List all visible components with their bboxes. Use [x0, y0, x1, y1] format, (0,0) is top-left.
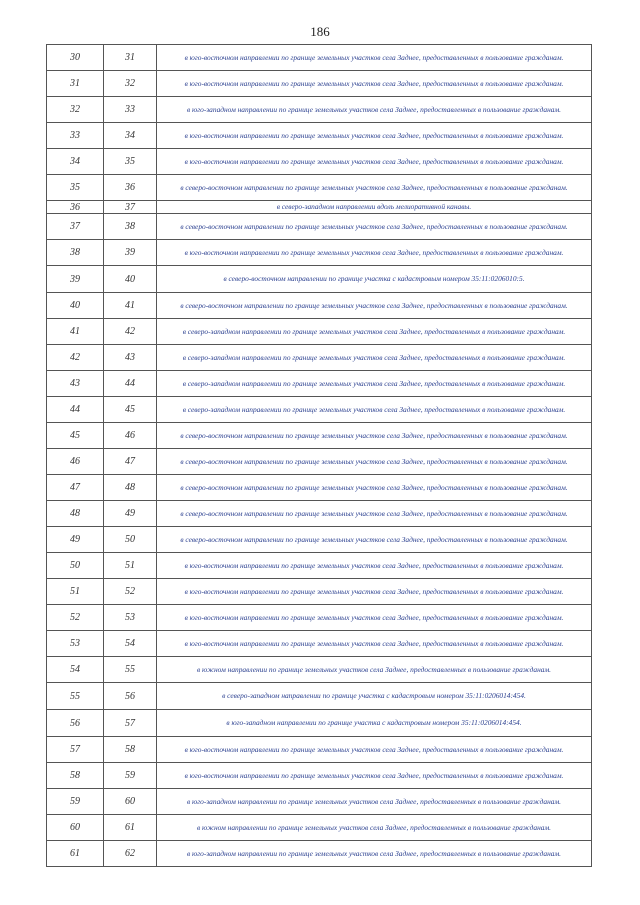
table-row [47, 345, 592, 371]
point-from-cell: 30 [47, 45, 104, 71]
point-from-cell: 36 [47, 201, 104, 214]
point-from-cell: 47 [47, 475, 104, 501]
point-to-cell: 45 [104, 397, 157, 423]
description-cell: в юго-восточном направлении по границе земельных участков села Заднее, предоставленных в пользование гражданам. [157, 71, 592, 97]
point-from-cell: 32 [47, 97, 104, 123]
table-row [47, 737, 592, 763]
point-from-cell: 60 [47, 815, 104, 841]
description-cell: в юго-западном направлении по границе земельных участков села Заднее, предоставленных в пользование гражданам. [157, 789, 592, 815]
point-from-cell: 54 [47, 657, 104, 683]
table-row [47, 97, 592, 123]
description-cell: в юго-западном направлении по границе земельных участков села Заднее, предоставленных в пользование гражданам. [157, 97, 592, 123]
description-cell: в юго-восточном направлении по границе земельных участков села Заднее, предоставленных в пользование гражданам. [157, 631, 592, 657]
description-cell: в северо-восточном направлении по границе земельных участков села Заднее, предоставленных в пользование гражданам. [157, 527, 592, 553]
table-row [47, 71, 592, 97]
table-row [47, 214, 592, 240]
description-cell: в южном направлении по границе земельных участков села Заднее, предоставленных в пользование гражданам. [157, 657, 592, 683]
table-row [47, 501, 592, 527]
point-to-cell: 42 [104, 319, 157, 345]
table-row [47, 240, 592, 266]
point-to-cell: 57 [104, 710, 157, 737]
point-from-cell: 50 [47, 553, 104, 579]
description-cell: в северо-западном направлении по границе земельных участков села Заднее, предоставленных в пользование гражданам. [157, 397, 592, 423]
table-row [47, 423, 592, 449]
table-row [47, 553, 592, 579]
point-to-cell: 33 [104, 97, 157, 123]
description-cell: в юго-восточном направлении по границе земельных участков села Заднее, предоставленных в пользование гражданам. [157, 605, 592, 631]
point-to-cell: 34 [104, 123, 157, 149]
point-from-cell: 57 [47, 737, 104, 763]
point-to-cell: 36 [104, 175, 157, 201]
point-from-cell: 38 [47, 240, 104, 266]
table-row [47, 527, 592, 553]
description-cell: в северо-восточном направлении по границе земельных участков села Заднее, предоставленных в пользование гражданам. [157, 501, 592, 527]
table-body [47, 45, 592, 867]
table-row [47, 371, 592, 397]
table-row [47, 605, 592, 631]
description-cell: в юго-западном направлении по границе участка с кадастровым номером 35:11:0206014:454. [157, 710, 592, 737]
table-row [47, 763, 592, 789]
point-from-cell: 44 [47, 397, 104, 423]
description-cell: в юго-восточном направлении по границе земельных участков села Заднее, предоставленных в пользование гражданам. [157, 240, 592, 266]
description-cell: в юго-восточном направлении по границе земельных участков села Заднее, предоставленных в пользование гражданам. [157, 737, 592, 763]
description-cell: в южном направлении по границе земельных участков села Заднее, предоставленных в пользование гражданам. [157, 815, 592, 841]
point-from-cell: 59 [47, 789, 104, 815]
point-to-cell: 60 [104, 789, 157, 815]
point-to-cell: 56 [104, 683, 157, 710]
point-from-cell: 39 [47, 266, 104, 293]
point-to-cell: 43 [104, 345, 157, 371]
table-row [47, 201, 592, 214]
boundary-description-table [46, 44, 592, 867]
point-from-cell: 55 [47, 683, 104, 710]
point-from-cell: 35 [47, 175, 104, 201]
table-row [47, 475, 592, 501]
point-to-cell: 58 [104, 737, 157, 763]
point-to-cell: 39 [104, 240, 157, 266]
description-cell: в юго-восточном направлении по границе земельных участков села Заднее, предоставленных в пользование гражданам. [157, 123, 592, 149]
description-cell: в юго-восточном направлении по границе земельных участков села Заднее, предоставленных в пользование гражданам. [157, 553, 592, 579]
point-from-cell: 37 [47, 214, 104, 240]
point-from-cell: 43 [47, 371, 104, 397]
point-from-cell: 45 [47, 423, 104, 449]
description-cell: в юго-восточном направлении по границе земельных участков села Заднее, предоставленных в пользование гражданам. [157, 149, 592, 175]
description-cell: в северо-восточном направлении по границе участка с кадастровым номером 35:11:0206010:5. [157, 266, 592, 293]
description-cell: в северо-восточном направлении по границе земельных участков села Заднее, предоставленных в пользование гражданам. [157, 293, 592, 319]
description-cell: в северо-восточном направлении по границе земельных участков села Заднее, предоставленных в пользование гражданам. [157, 475, 592, 501]
point-from-cell: 52 [47, 605, 104, 631]
point-from-cell: 61 [47, 841, 104, 867]
description-cell: в северо-западном направлении по границе земельных участков села Заднее, предоставленных в пользование гражданам. [157, 345, 592, 371]
point-from-cell: 46 [47, 449, 104, 475]
table-row [47, 123, 592, 149]
point-to-cell: 62 [104, 841, 157, 867]
description-cell: в северо-восточном направлении по границе земельных участков села Заднее, предоставленных в пользование гражданам. [157, 449, 592, 475]
point-to-cell: 51 [104, 553, 157, 579]
point-from-cell: 48 [47, 501, 104, 527]
table-row [47, 841, 592, 867]
point-from-cell: 33 [47, 123, 104, 149]
point-to-cell: 47 [104, 449, 157, 475]
point-to-cell: 44 [104, 371, 157, 397]
table-row [47, 319, 592, 345]
point-to-cell: 40 [104, 266, 157, 293]
point-from-cell: 34 [47, 149, 104, 175]
table-row [47, 631, 592, 657]
description-cell: в северо-западном направлении по границе участка с кадастровым номером 35:11:0206014:454. [157, 683, 592, 710]
table-row [47, 293, 592, 319]
point-from-cell: 41 [47, 319, 104, 345]
point-from-cell: 53 [47, 631, 104, 657]
description-cell: в юго-восточном направлении по границе земельных участков села Заднее, предоставленных в пользование гражданам. [157, 45, 592, 71]
point-to-cell: 55 [104, 657, 157, 683]
table-row [47, 815, 592, 841]
table-row [47, 683, 592, 710]
table-row [47, 657, 592, 683]
table-row [47, 175, 592, 201]
table-row [47, 579, 592, 605]
table-row [47, 449, 592, 475]
point-to-cell: 53 [104, 605, 157, 631]
page-number: 186 [310, 24, 330, 39]
point-from-cell: 40 [47, 293, 104, 319]
table-row [47, 397, 592, 423]
point-to-cell: 61 [104, 815, 157, 841]
point-to-cell: 37 [104, 201, 157, 214]
description-cell: в юго-восточном направлении по границе земельных участков села Заднее, предоставленных в пользование гражданам. [157, 579, 592, 605]
description-cell: в северо-западном направлении по границе земельных участков села Заднее, предоставленных в пользование гражданам. [157, 319, 592, 345]
point-to-cell: 31 [104, 45, 157, 71]
table-row [47, 710, 592, 737]
point-to-cell: 38 [104, 214, 157, 240]
description-cell: в северо-восточном направлении по границе земельных участков села Заднее, предоставленных в пользование гражданам. [157, 214, 592, 240]
point-to-cell: 41 [104, 293, 157, 319]
description-cell: в северо-восточном направлении по границе земельных участков села Заднее, предоставленных в пользование гражданам. [157, 423, 592, 449]
point-from-cell: 31 [47, 71, 104, 97]
point-to-cell: 54 [104, 631, 157, 657]
point-to-cell: 46 [104, 423, 157, 449]
point-to-cell: 50 [104, 527, 157, 553]
table-row [47, 789, 592, 815]
description-cell: в северо-западном направлении вдоль мелиоративной канавы. [157, 201, 592, 214]
point-to-cell: 59 [104, 763, 157, 789]
table-row [47, 149, 592, 175]
point-to-cell: 35 [104, 149, 157, 175]
point-to-cell: 52 [104, 579, 157, 605]
table-row [47, 45, 592, 71]
table-row [47, 266, 592, 293]
description-cell: в юго-западном направлении по границе земельных участков села Заднее, предоставленных в пользование гражданам. [157, 841, 592, 867]
point-from-cell: 51 [47, 579, 104, 605]
point-to-cell: 49 [104, 501, 157, 527]
point-from-cell: 42 [47, 345, 104, 371]
point-from-cell: 56 [47, 710, 104, 737]
description-cell: в северо-восточном направлении по границе земельных участков села Заднее, предоставленных в пользование гражданам. [157, 175, 592, 201]
point-to-cell: 48 [104, 475, 157, 501]
point-from-cell: 58 [47, 763, 104, 789]
point-from-cell: 49 [47, 527, 104, 553]
point-to-cell: 32 [104, 71, 157, 97]
description-cell: в юго-восточном направлении по границе земельных участков села Заднее, предоставленных в пользование гражданам. [157, 763, 592, 789]
description-cell: в северо-западном направлении по границе земельных участков села Заднее, предоставленных в пользование гражданам. [157, 371, 592, 397]
